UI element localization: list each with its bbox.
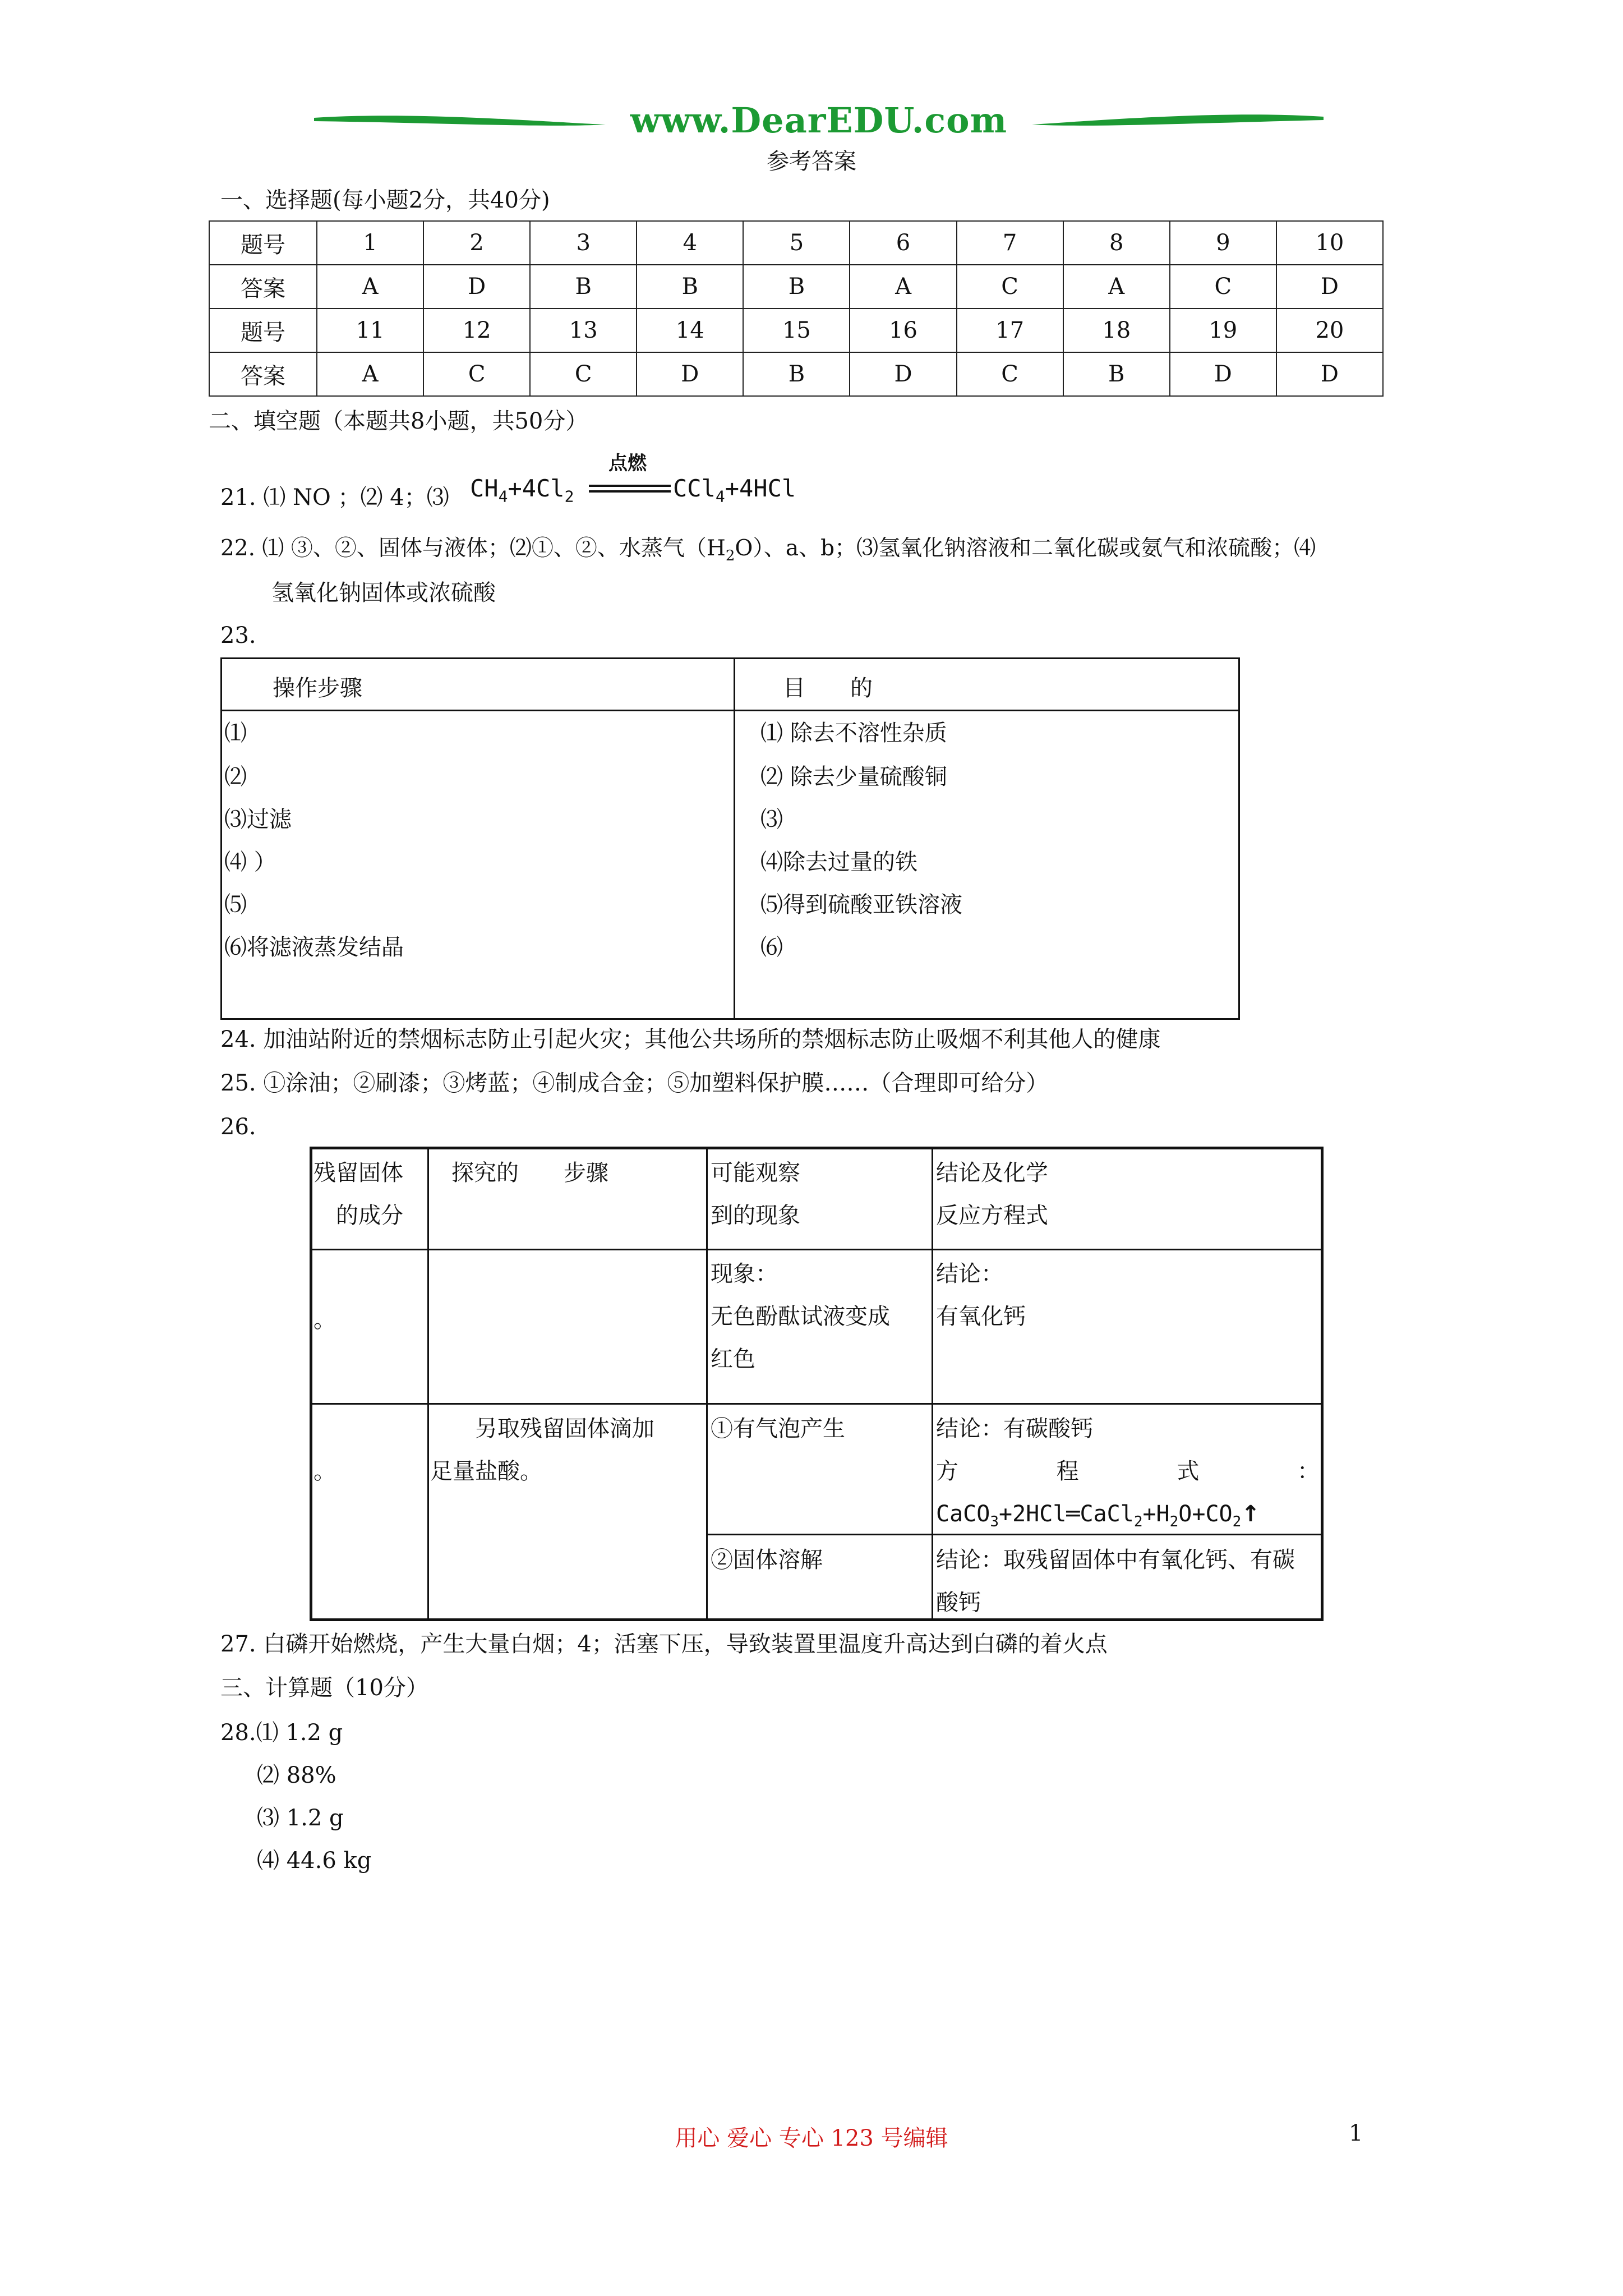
section1-heading: 一、选择题(每小题2分，共40分) (220, 187, 550, 213)
table-cell: 13 (530, 309, 637, 352)
eq-term: O+CO (1178, 1501, 1233, 1527)
table-cell: A (1063, 265, 1170, 309)
table-cell: 11 (317, 309, 423, 352)
eq-subscript: 2 (1169, 1513, 1179, 1530)
cell-line: 结论：有碳酸钙 (936, 1416, 1093, 1442)
spaced-char: 方 (936, 1458, 958, 1484)
table-cell: C (530, 352, 637, 396)
row3-conclusion (936, 1539, 1295, 1624)
step-item: ⑵ (224, 764, 247, 790)
cell-line: 有氧化钙 (936, 1304, 1026, 1329)
eq-subscript: 3 (990, 1513, 999, 1530)
table-divider (427, 1149, 429, 1618)
table-divider (706, 1149, 708, 1618)
cell-line (936, 1450, 1320, 1493)
step-item: ⑷ ） (224, 849, 276, 875)
table-cell: C (1170, 265, 1276, 309)
table-row (209, 221, 1383, 265)
table-cell: 8 (1063, 221, 1170, 265)
table-cell: B (1063, 352, 1170, 396)
operation-steps-table (220, 657, 1240, 1020)
row1-conclusion (936, 1253, 1026, 1338)
header-line: 反应方程式 (936, 1203, 1048, 1228)
table-cell: 1 (317, 221, 423, 265)
question-28-4: ⑷ 44.6 kg (257, 1848, 372, 1874)
purpose-item: ⑴ 除去不溶性杂质 (760, 720, 947, 746)
chemical-equation (936, 1493, 1320, 1536)
table-cell: 16 (850, 309, 956, 352)
cell-line: 足量盐酸。 (430, 1458, 542, 1484)
eq-subscript: 2 (1133, 1513, 1143, 1530)
table-header-purpose: 目 的 (783, 675, 873, 701)
footer-text: 用心 爱心 专心 123 号编辑 (675, 2125, 948, 2151)
table-cell: D (1170, 352, 1276, 396)
eq-condition: 点燃 (608, 452, 647, 475)
table-cell: D (637, 352, 743, 396)
cell-line: 红色 (711, 1346, 755, 1372)
table-cell: C (957, 352, 1063, 396)
table-cell: 3 (530, 221, 637, 265)
table-cell: A (317, 265, 423, 309)
table-cell: 答案 (209, 265, 317, 309)
step-item: ⑶过滤 (224, 807, 292, 832)
table-cell: 14 (637, 309, 743, 352)
header-line: 残留固体 (313, 1160, 403, 1186)
question-28-3: ⑶ 1.2 g (257, 1805, 344, 1831)
purpose-item: ⑵ 除去少量硫酸铜 (760, 764, 947, 790)
question-22-line2: 氢氧化钠固体或浓硫酸 (271, 580, 496, 606)
question-28-2: ⑵ 88% (257, 1763, 336, 1788)
row2-conclusion (936, 1407, 1320, 1536)
table-cell: 9 (1170, 221, 1276, 265)
table-cell: C (957, 265, 1063, 309)
header-steps: 探究的 步骤 (451, 1160, 608, 1186)
header-observation (711, 1152, 800, 1237)
table-cell: A (850, 265, 956, 309)
table-row (209, 309, 1383, 352)
row1-component: 。 (313, 1307, 336, 1333)
table-divider (932, 1149, 933, 1618)
row2-steps (430, 1407, 654, 1493)
table-cell: C (423, 352, 530, 396)
table-cell: 题号 (209, 309, 317, 352)
row2-observation: ①有气泡产生 (711, 1416, 845, 1442)
row2-component: 。 (313, 1458, 336, 1484)
eq-subscript: 2 (564, 487, 574, 506)
table-cell: 题号 (209, 221, 317, 265)
answer-table (209, 220, 1384, 397)
table-cell: 19 (1170, 309, 1276, 352)
section2-heading: 二、填空题（本题共8小题，共50分） (209, 408, 588, 434)
table-rule (312, 1403, 1321, 1405)
research-table (310, 1147, 1324, 1621)
spaced-char: 程 (1056, 1458, 1079, 1484)
table-cell: D (1276, 265, 1383, 309)
cell-line: 无色酚酞试液变成 (711, 1304, 890, 1329)
header-line: 结论及化学 (936, 1160, 1048, 1186)
cell-line: 结论：取残留固体中有氧化钙、有碳 (936, 1547, 1295, 1573)
q22-text: O）、a、b；⑶氢氧化钠溶液和二氧化碳或氨气和浓硫酸；⑷ (735, 536, 1316, 561)
row3-observation: ②固体溶解 (711, 1547, 823, 1573)
table-cell: 5 (743, 221, 850, 265)
eq-term: +2HCl═CaCl (998, 1501, 1134, 1527)
question-25: 25. ①涂油；②刷漆；③烤蓝；④制成合金；⑤加塑料保护膜……（合理即可给分） (220, 1070, 1049, 1096)
table-row (209, 352, 1383, 396)
question-27: 27. 白磷开始燃烧，产生大量白烟；4；活塞下压，导致装置里温度升高达到白磷的着火点 (220, 1631, 1108, 1657)
q21-prefix: 21. ⑴ NO ；⑵ 4；⑶ (220, 485, 449, 510)
table-cell: 15 (743, 309, 850, 352)
eq-bar (589, 485, 671, 487)
purpose-item: ⑸得到硫酸亚铁溶液 (760, 892, 962, 918)
table-divider (734, 659, 735, 1018)
table-cell: 答案 (209, 352, 317, 396)
site-logo (314, 100, 1324, 150)
table-rule (312, 1249, 1321, 1250)
table-cell: 4 (637, 221, 743, 265)
spaced-char: 式 (1177, 1458, 1200, 1484)
table-cell: B (743, 352, 850, 396)
step-item: ⑸ (224, 892, 247, 918)
eq-subscript: 2 (1232, 1513, 1242, 1530)
cell-line: 酸钙 (936, 1590, 981, 1616)
table-header-rule (222, 659, 1238, 711)
step-item: ⑴ (224, 720, 247, 746)
eq-term: CH (470, 475, 499, 502)
question-23-label: 23. (220, 623, 256, 648)
q22-subscript: 2 (725, 547, 735, 564)
eq-term: CCl (673, 475, 716, 502)
table-cell: 7 (957, 221, 1063, 265)
table-cell: D (1276, 352, 1383, 396)
eq-term: CaCO (936, 1501, 990, 1527)
step-item: ⑹将滤液蒸发结晶 (224, 935, 404, 960)
spaced-char: ： (1297, 1458, 1320, 1484)
question-22 (220, 534, 1316, 566)
purpose-item: ⑶ (760, 807, 783, 832)
page-number: 1 (1349, 2120, 1363, 2146)
purpose-item: ⑹ (760, 935, 783, 960)
header-component (313, 1152, 403, 1237)
purpose-item: ⑷除去过量的铁 (760, 849, 917, 875)
header-line: 的成分 (336, 1203, 403, 1228)
gas-arrow-icon: ↑ (1241, 1501, 1260, 1527)
table-row (209, 265, 1383, 309)
table-cell: 2 (423, 221, 530, 265)
table-cell: 17 (957, 309, 1063, 352)
table-cell: 18 (1063, 309, 1170, 352)
section3-heading: 三、计算题（10分） (220, 1675, 428, 1701)
table-cell: B (637, 265, 743, 309)
eq-term: +H (1142, 1501, 1170, 1527)
page-title: 参考答案 (767, 149, 856, 174)
table-cell: 20 (1276, 309, 1383, 352)
eq-bar (589, 490, 671, 493)
q21-equation (470, 448, 806, 510)
question-21 (220, 482, 449, 513)
header-conclusion (936, 1152, 1048, 1237)
table-cell: D (423, 265, 530, 309)
eq-subscript: 4 (498, 487, 508, 506)
table-cell: B (530, 265, 637, 309)
table-cell: A (317, 352, 423, 396)
table-cell: D (850, 352, 956, 396)
table-cell: 10 (1276, 221, 1383, 265)
eq-term: +4HCl (725, 475, 796, 502)
q22-text: 22. ⑴ ③、②、固体与液体；⑵①、②、水蒸气（H (220, 536, 726, 561)
question-24: 24. 加油站附近的禁烟标志防止引起火灾；其他公共场所的禁烟标志防止吸烟不利其他人的健康 (220, 1027, 1161, 1052)
header-line: 到的现象 (711, 1203, 800, 1228)
table-header-steps: 操作步骤 (273, 675, 362, 701)
table-cell: B (743, 265, 850, 309)
cell-line: 另取残留固体滴加 (430, 1416, 654, 1442)
header-line: 可能观察 (711, 1160, 800, 1186)
eq-term: +4Cl (508, 475, 565, 502)
cell-line: 结论： (936, 1261, 1003, 1287)
row1-observation (711, 1253, 890, 1381)
question-26-label: 26. (220, 1114, 256, 1140)
table-cell: 6 (850, 221, 956, 265)
question-28-1: 28.⑴ 1.2 g (220, 1720, 343, 1746)
table-cell: 12 (423, 309, 530, 352)
eq-subscript: 4 (715, 487, 725, 506)
site-logo-text: www.DearEDU.com (630, 100, 1008, 141)
cell-line: 现象： (711, 1261, 778, 1287)
